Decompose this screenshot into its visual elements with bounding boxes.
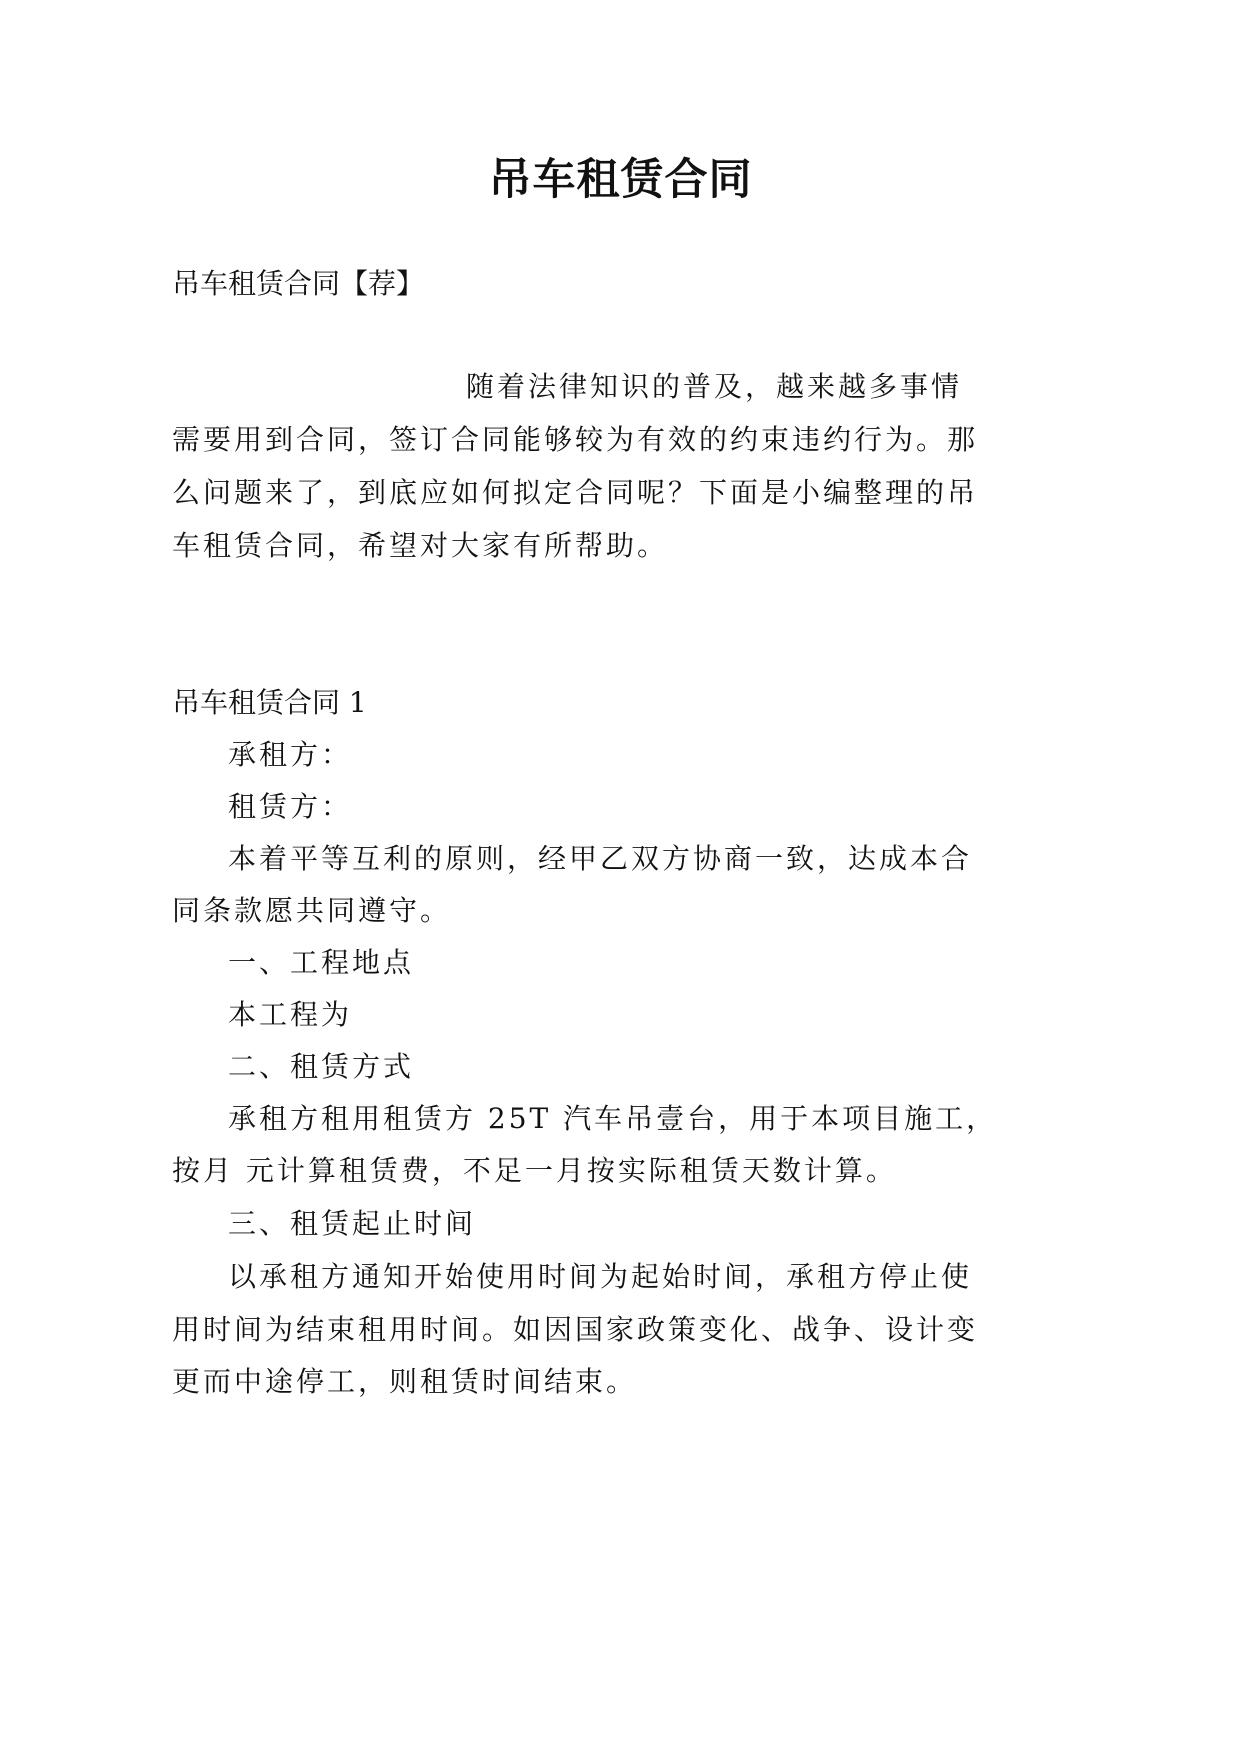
clause-3-line-3: 更而中途停工，则租赁时间结束。 <box>172 1365 638 1398</box>
section-heading: 吊车租赁合同 1 <box>172 686 367 719</box>
lessor-label: 租赁方： <box>228 790 353 823</box>
principle-line-2: 同条款愿共同遵守。 <box>172 894 452 927</box>
document-title: 吊车租赁合同 <box>488 155 753 205</box>
clause-1-text: 本工程为 <box>228 998 353 1031</box>
intro-line-1: 随着法律知识的普及，越来越多事情 <box>466 370 963 403</box>
clause-3-line-2: 用时间为结束租用时间。如因国家政策变化、战争、设计变 <box>172 1313 979 1346</box>
clause-2-line-2: 按月 元计算租赁费，不足一月按实际租赁天数计算。 <box>172 1154 897 1187</box>
principle-line-1: 本着平等互利的原则，经甲乙双方协商一致，达成本合 <box>228 842 973 875</box>
clause-2-line-1: 承租方租用租赁方 25T 汽车吊壹台，用于本项目施工， <box>228 1102 998 1135</box>
intro-line-3: 么问题来了，到底应如何拟定合同呢？下面是小编整理的吊 <box>172 476 979 509</box>
intro-line-2: 需要用到合同，签订合同能够较为有效的约束违约行为。那 <box>172 423 979 456</box>
clause-2-heading: 二、租赁方式 <box>228 1050 415 1083</box>
document-subtitle: 吊车租赁合同【荐】 <box>172 267 425 300</box>
intro-line-4: 车租赁合同，希望对大家有所帮助。 <box>172 529 669 562</box>
clause-3-line-1: 以承租方通知开始使用时间为起始时间，承租方停止使 <box>228 1260 973 1293</box>
clause-1-heading: 一、工程地点 <box>228 946 415 979</box>
lessee-label: 承租方： <box>228 738 353 771</box>
clause-3-heading: 三、租赁起止时间 <box>228 1207 477 1240</box>
